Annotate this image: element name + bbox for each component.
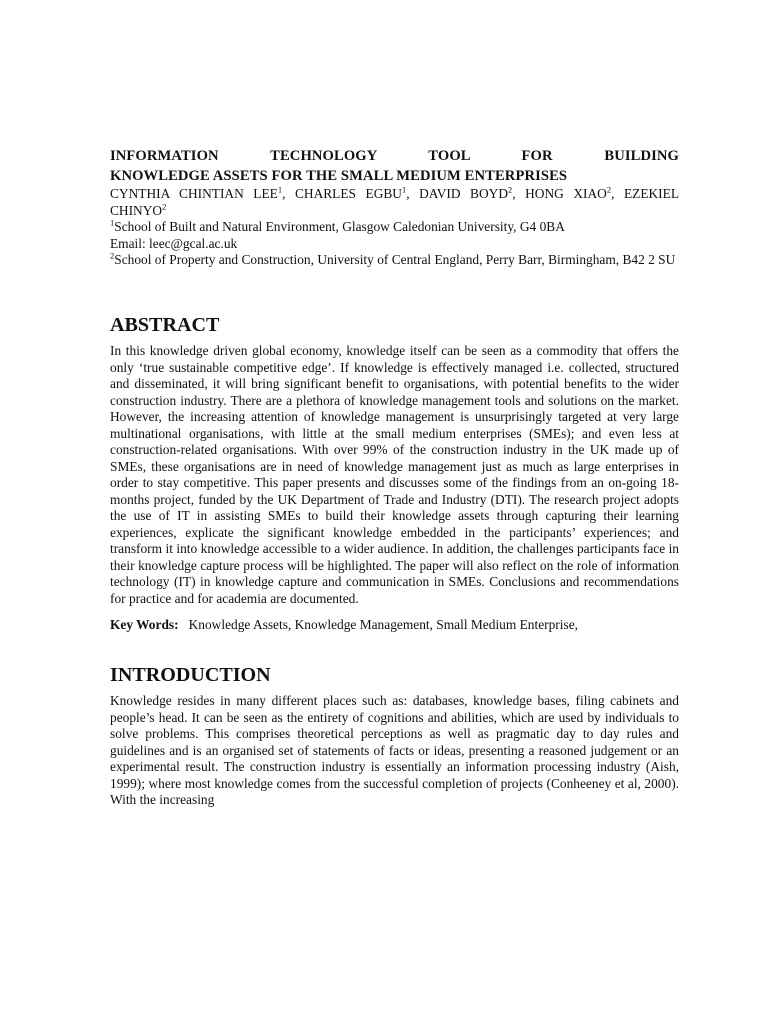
affiliation-text: School of Built and Natural Environment, Glasgow Caledonian University, G4 0BA bbox=[114, 219, 565, 234]
author-name: HONG XIAO bbox=[525, 186, 607, 201]
introduction-body: Knowledge resides in many different places such as: databases, knowledge bases, filing cabinets and people’s head. It can be seen as the entirety of cognitions and abilities, which are used by individuals to solve problems. This comprises theoretical perceptions as well as pragmatic day to day rules and guidelines and is an organised set of statements of facts or ideas, presenting a reasoned judgement or an experimental result. The construction industry is essentially an information processing industry (Aish, 1999); where most knowledge comes from the successful completion of projects (Conheeney et al, 2000). With the increasing bbox=[110, 693, 679, 807]
keywords-label: Key Words: bbox=[110, 617, 179, 632]
affiliation-text: School of Property and Construction, University of Central England, Perry Barr, Birmingham, B42 2 SU bbox=[114, 252, 676, 267]
affiliation-1 bbox=[110, 219, 679, 236]
affiliations bbox=[110, 219, 679, 269]
affiliation-2 bbox=[110, 252, 679, 269]
affiliation-mark: 2 bbox=[110, 250, 115, 261]
title-line-2: KNOWLEDGE ASSETS FOR THE SMALL MEDIUM ENTERPRISES bbox=[110, 168, 568, 184]
author-email: Email: leec@gcal.ac.uk bbox=[110, 235, 238, 251]
affiliation-mark: 1 bbox=[110, 217, 115, 228]
author-name: CYNTHIA CHINTIAN LEE bbox=[110, 186, 278, 201]
author-affiliation-mark: 2 bbox=[162, 201, 167, 212]
keywords-text: Knowledge Assets, Knowledge Management, Small Medium Enterprise, bbox=[188, 617, 578, 632]
author-affiliation-mark: 1 bbox=[277, 184, 283, 195]
title-line-1: INFORMATION TECHNOLOGY TOOL FOR BUILDING bbox=[110, 148, 679, 164]
abstract-body: In this knowledge driven global economy, knowledge itself can be seen as a commodity that offers the only ‘true sustainable competitive edge’. If knowledge is effectively managed i.e. collected, structured and disseminated, it will bring significant benefit to organisations, with potential benefits to the wider construction industry. There are a plethora of knowledge management tools and solutions on the market. However, the increasing attention of knowledge management is unsurprisingly targeted at very large multinational organisations, with little at the small medium enterprises (SMEs); and even less at construction-related organisations. With over 99% of the construction industry in the UK made up of SMEs, these organisations are in need of knowledge management just as much as large enterprises in order to stay competitive. This paper presents and discusses some of the findings from an on-going 18-months project, funded by the UK Department of Trade and Industry (DTI). The research project adopts the use of IT in assisting SMEs to build their knowledge assets through capturing their learning experiences, explicate the significant knowledge embedded in the participants’ experiences; and transform it into knowledge accessible to a wider audience. In addition, the challenges participants face in their knowledge capture process will be highlighted. The paper will also reflect on the role of information technology (IT) in knowledge capture and communication in SMEs. Conclusions and recommendations for practice and for academia are documented. bbox=[110, 343, 679, 606]
introduction-heading: INTRODUCTION bbox=[110, 663, 271, 686]
paper-title bbox=[110, 146, 679, 186]
author-list: CYNTHIA CHINTIAN LEE$^1$, CHARLES EGBU$^1$, DAVID BOYD$^2$, HONG XIAO$^2$, EZEKIEL CHINYO$^2$ bbox=[110, 184, 679, 218]
paper-page bbox=[110, 146, 679, 809]
author-name: DAVID BOYD bbox=[419, 186, 508, 201]
author-affiliation-mark: 2 bbox=[508, 184, 513, 195]
author-affiliation-mark: 2 bbox=[606, 184, 612, 195]
keywords bbox=[110, 617, 679, 634]
author-affiliation-mark: 1 bbox=[401, 184, 407, 195]
author-name: CHARLES EGBU bbox=[294, 186, 402, 201]
author-name: EZEKIEL CHINYO bbox=[110, 186, 679, 218]
abstract-heading: ABSTRACT bbox=[110, 313, 220, 336]
